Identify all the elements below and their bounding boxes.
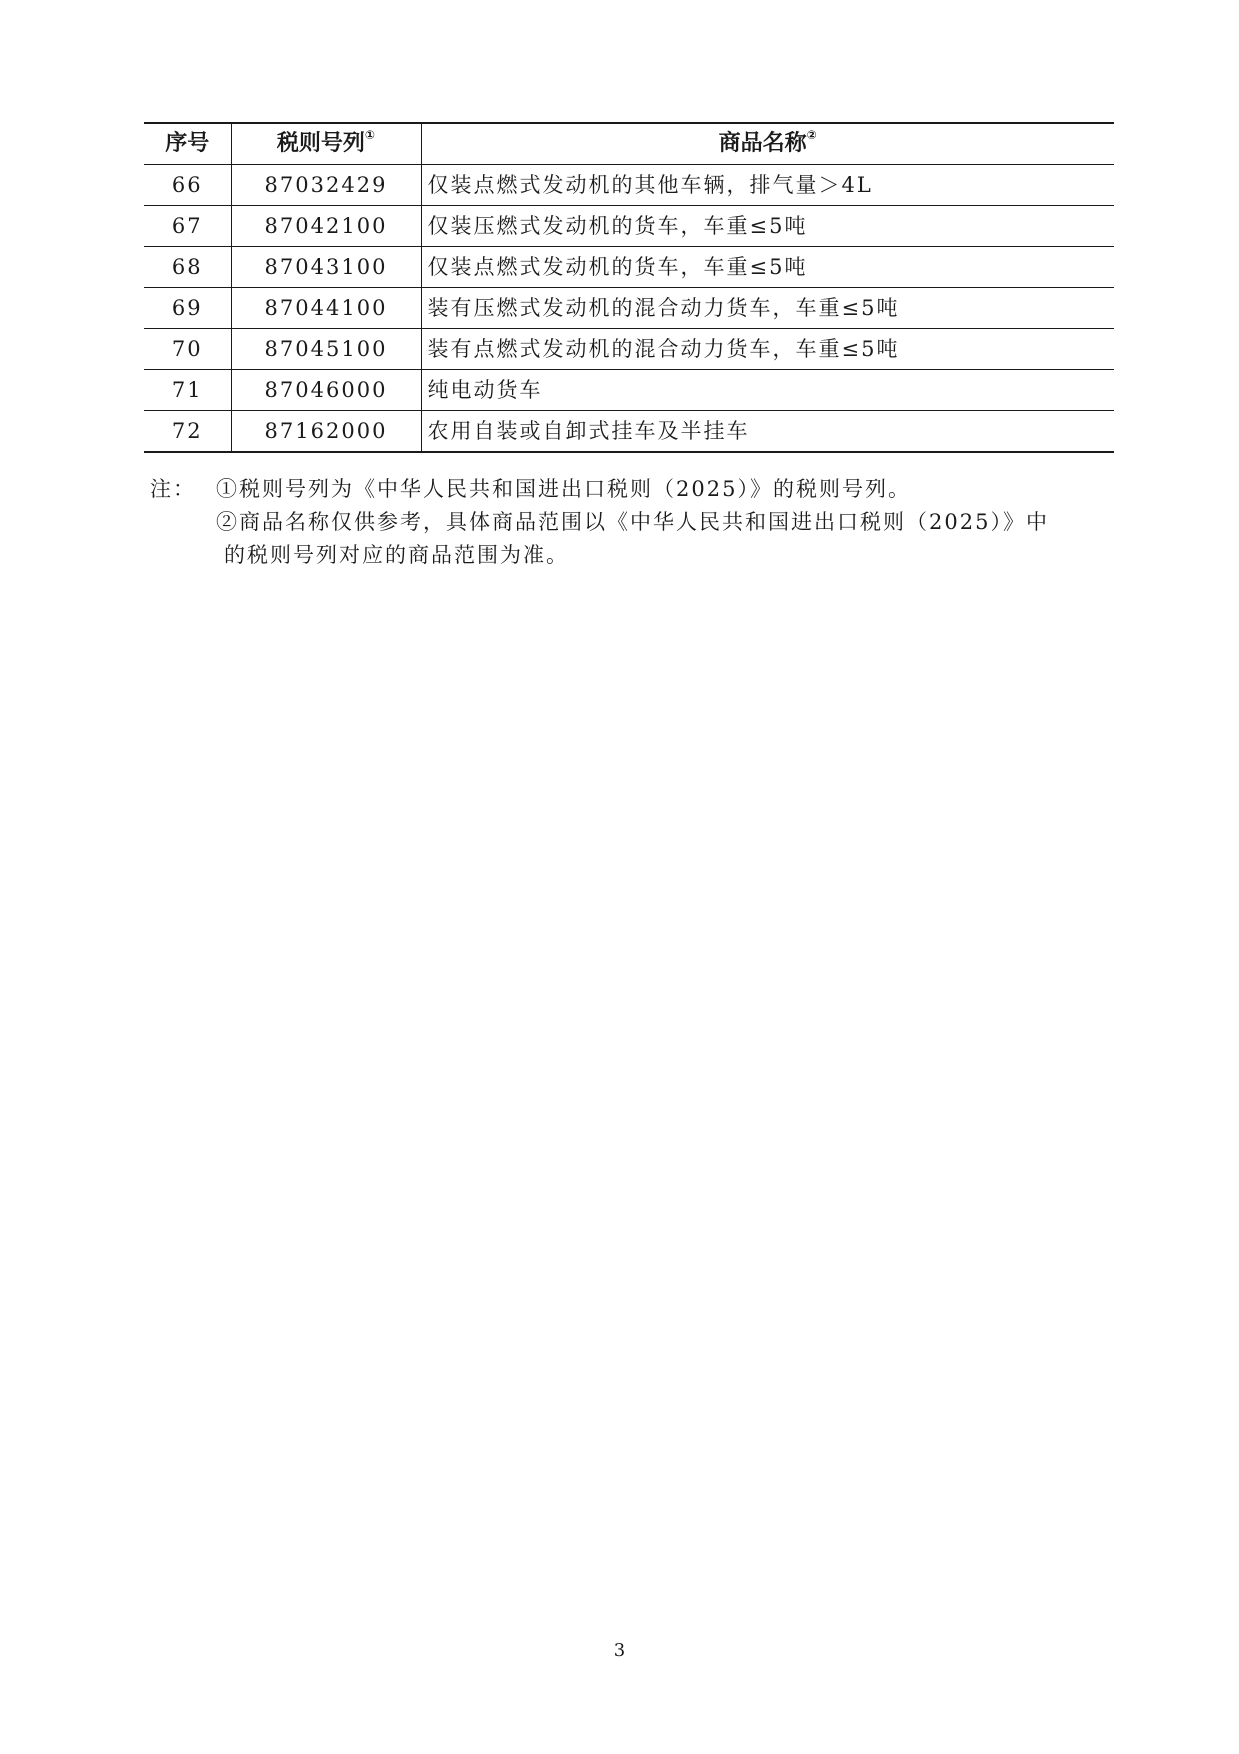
row-code: 87162000 [231, 411, 421, 453]
row-name: 装有压燃式发动机的混合动力货车，车重≤5吨 [421, 288, 1114, 329]
footnote-2-text-line1: ②商品名称仅供参考，具体商品范围以《中华人民共和国进出口税则（2025）》中 [216, 510, 1049, 534]
header-code [231, 123, 421, 165]
table-row [144, 165, 1114, 206]
page-number: 3 [613, 1640, 626, 1661]
row-seq: 70 [144, 329, 231, 370]
row-seq: 72 [144, 411, 231, 453]
table-row [144, 288, 1114, 329]
footnote-1 [150, 473, 1090, 506]
header-code-label: 税则号列 [276, 131, 365, 156]
row-code: 87042100 [231, 206, 421, 247]
row-code: 87044100 [231, 288, 421, 329]
row-name: 仅装点燃式发动机的其他车辆，排气量＞4L [421, 165, 1114, 206]
footnotes [150, 473, 1090, 572]
row-name: 仅装点燃式发动机的货车，车重≤5吨 [421, 247, 1114, 288]
row-seq: 66 [144, 165, 231, 206]
footnote-2-spacer [150, 506, 216, 539]
header-name-footnote-mark: ② [806, 128, 817, 142]
row-name: 仅装压燃式发动机的货车，车重≤5吨 [421, 206, 1114, 247]
header-code-footnote-mark: ① [364, 128, 376, 142]
header-seq-label: 序号 [165, 131, 210, 156]
table-row [144, 329, 1114, 370]
table-row [144, 370, 1114, 411]
row-seq: 67 [144, 206, 231, 247]
header-name [421, 123, 1114, 165]
row-code: 87045100 [231, 329, 421, 370]
footnote-prefix: 注： [150, 477, 196, 501]
row-seq: 68 [144, 247, 231, 288]
table-header-row [144, 123, 1114, 165]
row-seq: 71 [144, 370, 231, 411]
row-code: 87032429 [231, 165, 421, 206]
row-code: 87046000 [231, 370, 421, 411]
header-name-label: 商品名称 [718, 131, 807, 156]
row-code: 87043100 [231, 247, 421, 288]
footnote-2-text-line2: 的税则号列对应的商品范围为准。 [224, 543, 569, 567]
row-name: 纯电动货车 [421, 370, 1114, 411]
footnote-2 [150, 506, 1090, 539]
row-seq: 69 [144, 288, 231, 329]
table-row [144, 247, 1114, 288]
header-seq [144, 123, 231, 165]
row-name: 农用自装或自卸式挂车及半挂车 [421, 411, 1114, 453]
footnote-1-text: ①税则号列为《中华人民共和国进出口税则（2025）》的税则号列。 [216, 477, 911, 501]
table-row [144, 411, 1114, 453]
table-row [144, 206, 1114, 247]
row-name: 装有点燃式发动机的混合动力货车，车重≤5吨 [421, 329, 1114, 370]
tariff-table [144, 122, 1114, 453]
